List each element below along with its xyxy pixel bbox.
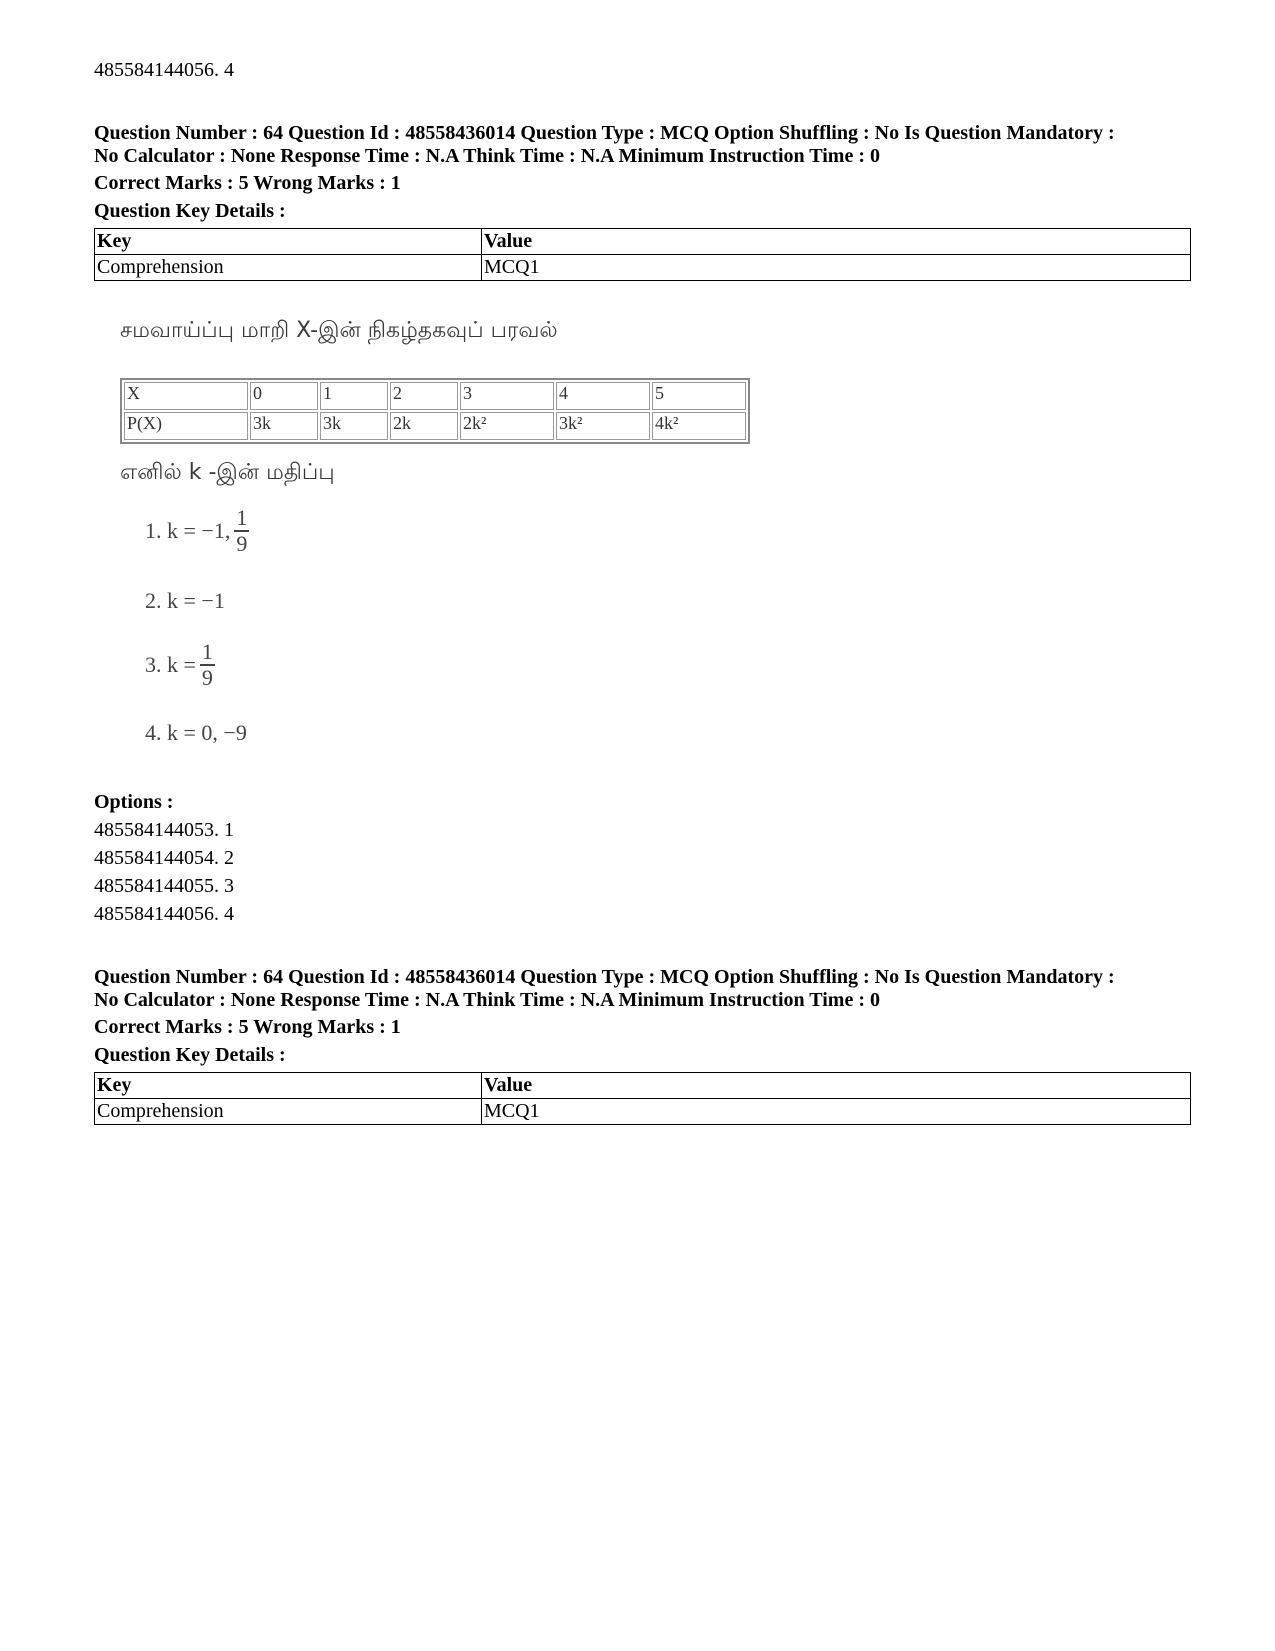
choice-3-fraction — [200, 640, 215, 690]
question-meta-line1: Question Number : 64 Question Id : 48558436014 Question Type : MCQ Option Shuffling : No Is Question Mandatory : — [94, 122, 1115, 144]
key-details-table — [94, 1072, 1191, 1125]
x-cell: 5 — [652, 382, 746, 410]
choice-1 — [145, 506, 249, 556]
table-header-row — [95, 229, 1191, 255]
value-cell: MCQ1 — [482, 255, 1191, 281]
question-heading: சமவாய்ப்பு மாறி X-இன் நிகழ்தகவுப் பரவல் — [120, 318, 558, 343]
choice-2-text: 2. k = −1 — [145, 588, 225, 613]
key-header: Key — [95, 1073, 482, 1099]
value-cell: MCQ1 — [482, 1099, 1191, 1125]
x-cell: X — [124, 382, 248, 410]
choice-3 — [145, 640, 215, 690]
key-cell: Comprehension — [95, 1099, 482, 1125]
question-image — [115, 318, 805, 788]
option-line: 485584144056. 4 — [94, 903, 234, 925]
px-cell: 2k — [390, 412, 458, 440]
marks-line: Correct Marks : 5 Wrong Marks : 1 — [94, 1016, 401, 1038]
table-row — [95, 255, 1191, 281]
question-meta-line2: No Calculator : None Response Time : N.A Think Time : N.A Minimum Instruction Time : 0 — [94, 145, 880, 167]
question-meta-line1: Question Number : 64 Question Id : 48558436014 Question Type : MCQ Option Shuffling : No Is Question Mandatory : — [94, 966, 1115, 988]
key-cell: Comprehension — [95, 255, 482, 281]
table-row — [95, 1099, 1191, 1125]
question-prompt: எனில் k -இன் மதிப்பு — [120, 460, 335, 485]
choice-4 — [145, 720, 247, 746]
px-cell: 2k² — [460, 412, 554, 440]
x-cell: 1 — [320, 382, 388, 410]
px-cell: 4k² — [652, 412, 746, 440]
value-header: Value — [482, 229, 1191, 255]
key-details-label: Question Key Details : — [94, 1044, 286, 1066]
x-cell: 3 — [460, 382, 554, 410]
key-details-table — [94, 228, 1191, 281]
px-cell: P(X) — [124, 412, 248, 440]
probability-distribution-table — [120, 378, 750, 444]
px-row — [124, 412, 746, 440]
question-meta-line2: No Calculator : None Response Time : N.A Think Time : N.A Minimum Instruction Time : 0 — [94, 989, 880, 1011]
option-line: 485584144053. 1 — [94, 819, 234, 841]
choice-4-text: 4. k = 0, −9 — [145, 720, 247, 745]
fraction-denominator: 9 — [201, 665, 213, 690]
fraction-numerator: 1 — [236, 505, 248, 530]
key-header: Key — [95, 229, 482, 255]
table-header-row — [95, 1073, 1191, 1099]
px-cell: 3k — [250, 412, 318, 440]
previous-option-line: 485584144056. 4 — [94, 59, 234, 81]
choice-1-text: 1. k = −1, — [145, 518, 231, 543]
options-label: Options : — [94, 791, 174, 813]
fraction-denominator: 9 — [236, 531, 248, 556]
choice-1-fraction — [234, 506, 249, 556]
choice-3-text: 3. k = — [145, 652, 196, 677]
option-line: 485584144054. 2 — [94, 847, 234, 869]
px-cell: 3k — [320, 412, 388, 440]
x-cell: 2 — [390, 382, 458, 410]
fraction-numerator: 1 — [201, 639, 213, 664]
option-line: 485584144055. 3 — [94, 875, 234, 897]
marks-line: Correct Marks : 5 Wrong Marks : 1 — [94, 172, 401, 194]
key-details-label: Question Key Details : — [94, 200, 286, 222]
x-cell: 4 — [556, 382, 650, 410]
choice-2 — [145, 588, 225, 614]
x-row — [124, 382, 746, 410]
x-cell: 0 — [250, 382, 318, 410]
px-cell: 3k² — [556, 412, 650, 440]
value-header: Value — [482, 1073, 1191, 1099]
